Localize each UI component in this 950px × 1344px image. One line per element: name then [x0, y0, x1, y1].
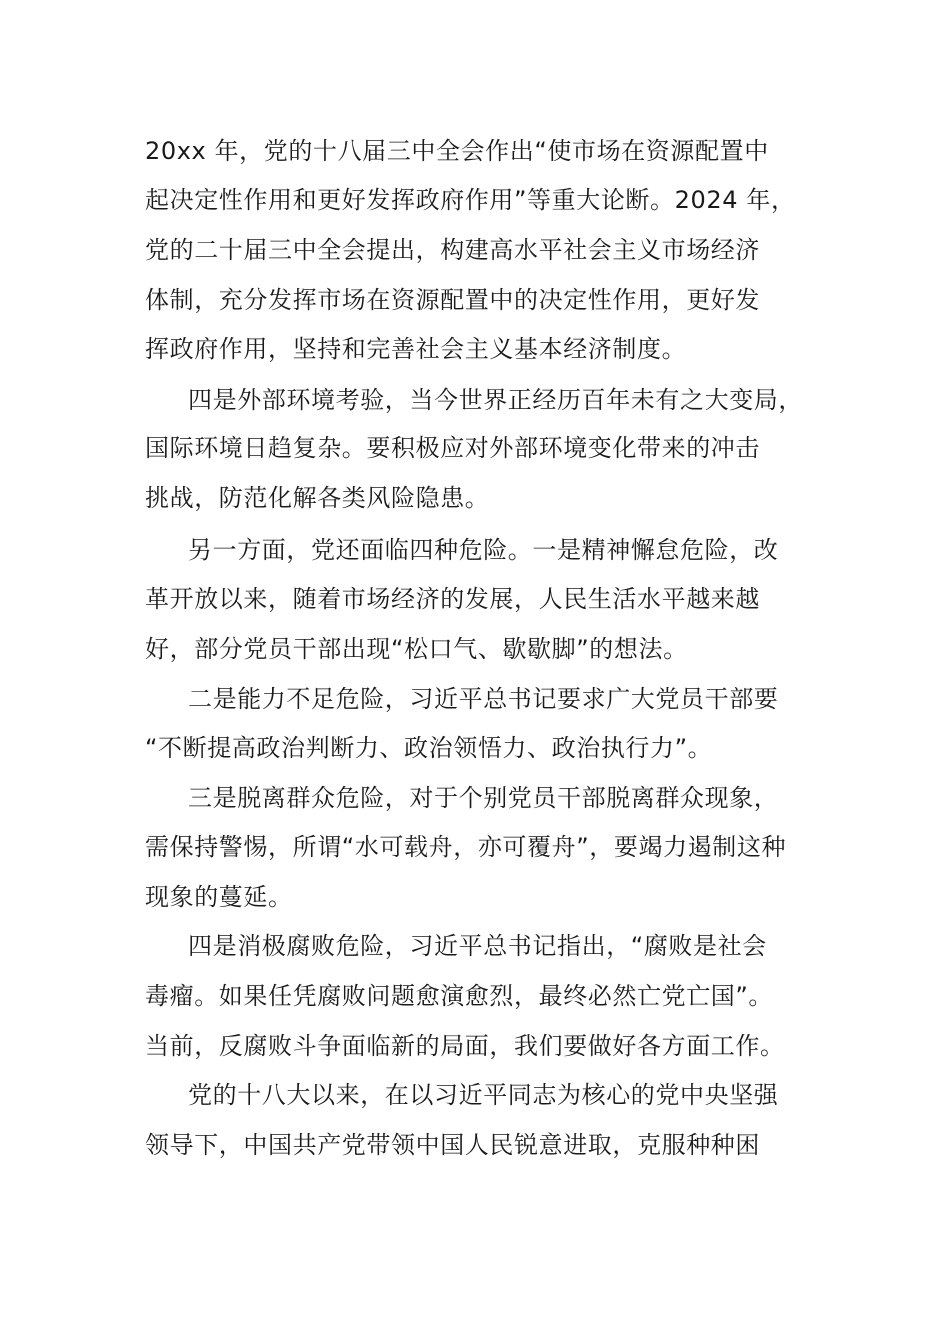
paragraph-start-line: 三是脱离群众危险，对于个别党员干部脱离群众现象，: [188, 784, 779, 812]
text-line: 起决定性作用和更好发挥政府作用”等重大论断。2024 年，: [145, 186, 796, 214]
paragraph-start-line: 另一方面，党还面临四种危险。一是精神懈怠危险，改: [188, 536, 779, 564]
text-line: 毒瘤。如果任凭腐败问题愈演愈烈，最终必然亡党亡国”。: [145, 982, 774, 1010]
text-line: 20xx 年，党的十八届三中全会作出“使市场在资源配置中: [145, 137, 769, 165]
paragraph-start-line: 四是外部环境考验，当今世界正经历百年未有之大变局，: [188, 386, 803, 414]
text-line: 现象的蔓延。: [145, 883, 293, 911]
paragraph-start-line: 党的十八大以来，在以习近平同志为核心的党中央坚强: [188, 1081, 779, 1109]
text-line: 国际环境日趋复杂。要积极应对外部环境变化带来的冲击: [145, 434, 760, 462]
text-line: 当前，反腐败斗争面临新的局面，我们要做好各方面工作。: [145, 1032, 785, 1060]
text-line: 挑战，防范化解各类风险隐患。: [145, 484, 490, 512]
text-line: 好，部分党员干部出现“松口气、歇歇脚”的想法。: [145, 635, 688, 663]
text-line: 挥政府作用，坚持和完善社会主义基本经济制度。: [145, 335, 687, 363]
paragraph-start-line: 二是能力不足危险，习近平总书记要求广大党员干部要: [188, 685, 779, 713]
text-line: 革开放以来，随着市场经济的发展，人民生活水平越来越: [145, 585, 760, 613]
paragraph-start-line: 四是消极腐败危险，习近平总书记指出，“腐败是社会: [188, 932, 767, 960]
text-line: “不断提高政治判断力、政治领悟力、政治执行力”。: [145, 734, 713, 762]
text-line: 领导下，中国共产党带领中国人民锐意进取，克服种种困: [145, 1131, 760, 1159]
text-line: 需保持警惕，所谓“水可载舟，亦可覆舟”，要竭力遏制这种: [145, 833, 787, 861]
text-line: 党的二十届三中全会提出，构建高水平社会主义市场经济: [145, 236, 760, 264]
text-line: 体制，充分发挥市场在资源配置中的决定性作用，更好发: [145, 286, 760, 314]
